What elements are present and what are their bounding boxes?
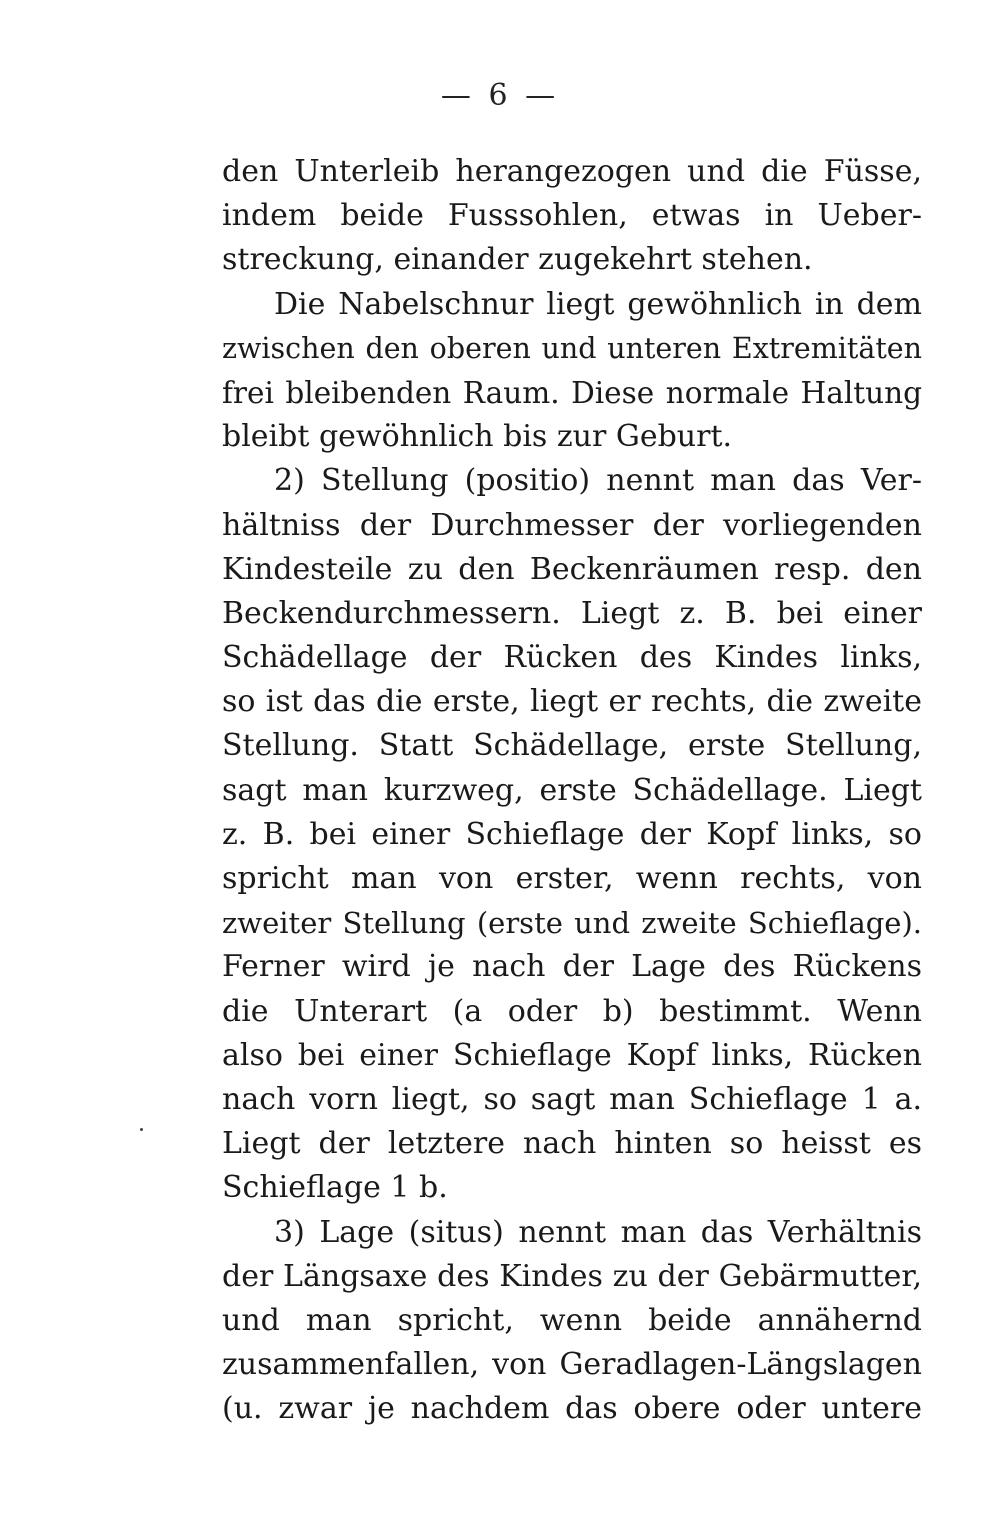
text-line: Liegt der letztere nach hinten so heisst es	[222, 1126, 922, 1162]
text-line: zwischen den oberen und unteren Extremitäten	[222, 331, 922, 365]
text-line: Die Nabelschnur liegt gewöhnlich in dem	[274, 286, 922, 322]
text-line: Ferner wird je nach der Lage des Rückens	[222, 949, 922, 985]
text-line: den Unterleib herangezogen und die Füsse,	[222, 154, 922, 189]
text-line: hältniss der Durchmesser der vorliegenden	[222, 507, 922, 543]
text-line: spricht man von erster, wenn rechts, von	[222, 861, 922, 896]
page-number: — 6 —	[440, 78, 560, 113]
text-line: (u. zwar je nachdem das obere oder untere	[222, 1391, 922, 1427]
text-line: die Unterart (a oder b) bestimmt. Wenn	[222, 993, 922, 1029]
text-line: Kindesteile zu den Beckenräumen resp. den	[222, 551, 922, 587]
text-line: 2) Stellung (positio) nennt man das Ver-	[274, 463, 922, 499]
text-line: sagt man kurzweg, erste Schädellage. Liegt	[222, 772, 922, 808]
margin-speck	[140, 1128, 143, 1131]
text-line: zusammenfallen, von Geradlagen-Längslagen	[222, 1347, 922, 1383]
text-line: also bei einer Schieflage Kopf links, Rücken	[222, 1037, 922, 1073]
text-line: nach vorn liegt, so sagt man Schieflage 1 a.	[222, 1081, 922, 1117]
text-line: Schieflage 1 b.	[222, 1170, 448, 1206]
text-line: und man spricht, wenn beide annähernd	[222, 1302, 922, 1338]
text-line: z. B. bei einer Schieflage der Kopf links, so	[222, 816, 922, 852]
text-line: Stellung. Statt Schädellage, erste Stellung,	[222, 728, 922, 764]
text-line: streckung, einander zugekehrt stehen.	[222, 242, 813, 278]
text-line: frei bleibenden Raum. Diese normale Haltung	[222, 375, 922, 410]
text-line: 3) Lage (situs) nennt man das Verhältnis	[274, 1214, 922, 1250]
text-line: Schädellage der Rücken des Kindes links,	[222, 640, 922, 676]
text-line: bleibt gewöhnlich bis zur Geburt.	[222, 419, 733, 455]
text-line: so ist das die erste, liegt er rechts, die zweite	[222, 684, 922, 720]
body-text	[222, 150, 922, 1431]
text-line: zweiter Stellung (erste und zweite Schieflage).	[222, 906, 922, 941]
text-line: indem beide Fusssohlen, etwas in Ueber-	[222, 198, 922, 234]
text-line: Beckendurchmessern. Liegt z. B. bei einer	[222, 595, 922, 631]
text-line: der Längsaxe des Kindes zu der Gebärmutter,	[222, 1258, 922, 1294]
